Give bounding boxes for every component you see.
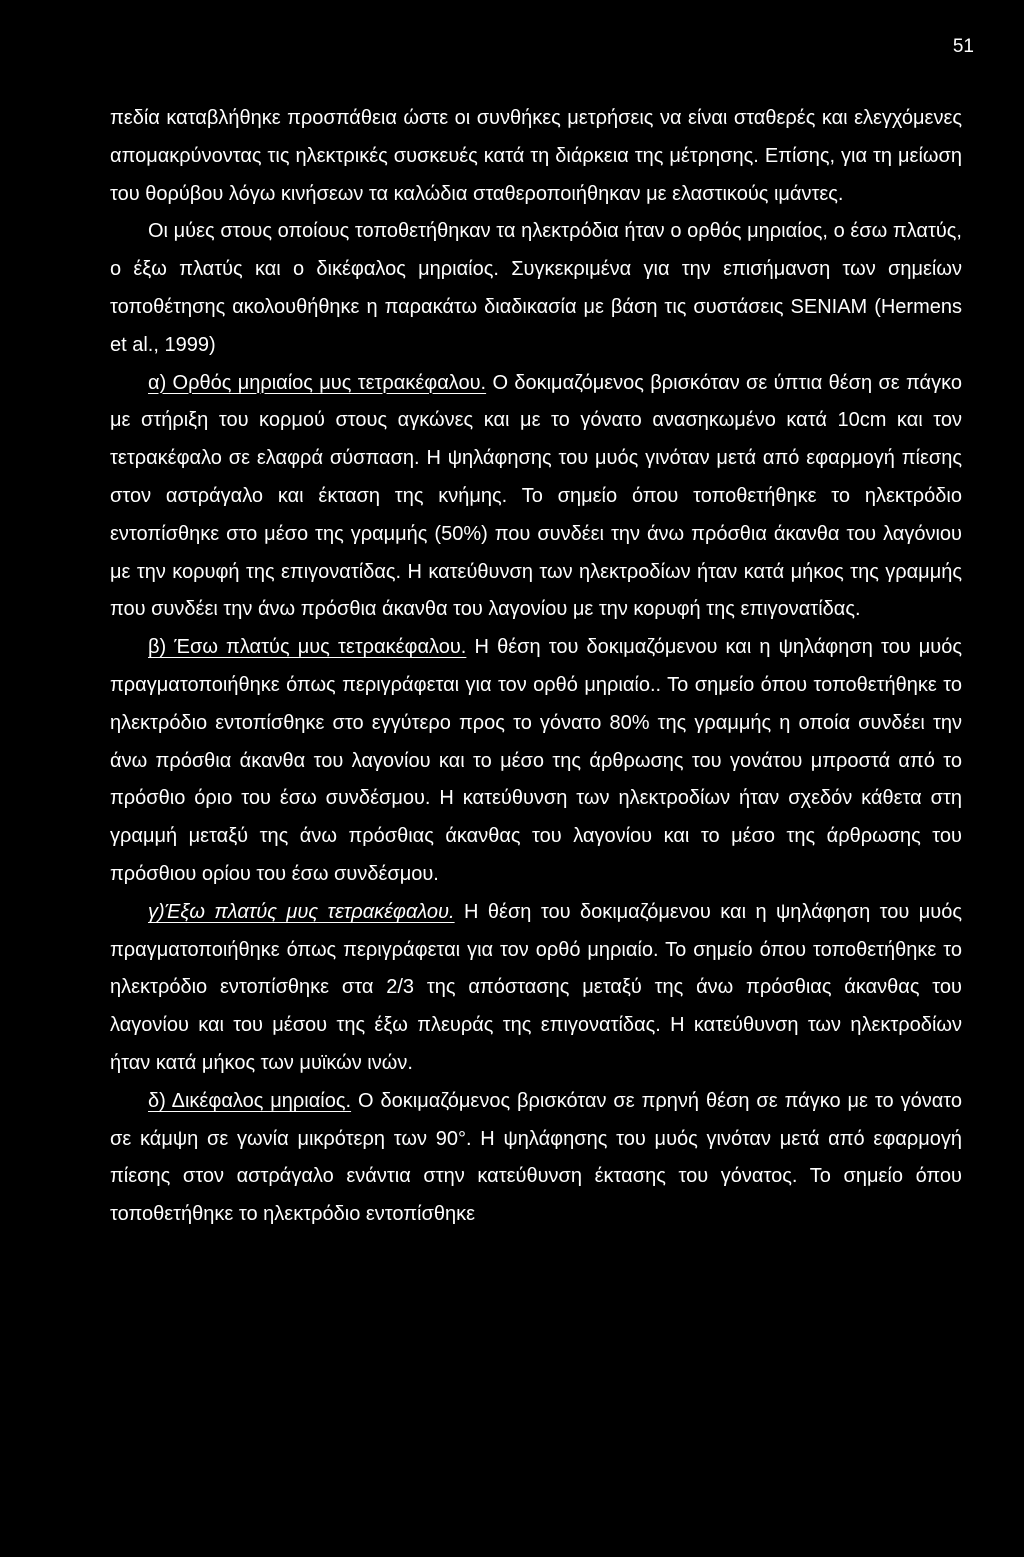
paragraph-muscles: Οι μύες στους οποίους τοποθετήθηκαν τα ηλεκτρόδια ήταν ο ορθός μηριαίος, ο έσω πλατύς, ο έξω πλατύς και ο δικέφαλος μηριαίος. Συγκεκριμένα για την επισήμανση των σημείων τοποθέτησης ακολουθήθηκε η παρακάτω διαδικασία με βάση τις συστάσεις SENIAM (Hermens et al., 1999) [110, 220, 962, 356]
item-title-vastus-lateralis: γ)Έξω πλατύς μυς τετρακέφαλου. [148, 900, 455, 923]
item-biceps-femoris [110, 1083, 962, 1234]
item-title-rectus-femoris: α) Ορθός μηριαίος μυς τετρακέφαλου. [148, 371, 487, 394]
item-text-rectus-femoris: Ο δοκιμαζόμενος βρισκόταν σε ύπτια θέση σε πάγκο με στήριξη του κορμού στους αγκώνες και με το γόνατο ανασηκωμένο κατά 10cm και τον τετρακέφαλο σε ελαφρά σύσπαση. Η ψηλάφησης του μυός γινόταν μετά από εφαρμογή πίεσης στον αστράγαλο και έκταση της κνήμης. Το σημείο όπου τοποθετήθηκε το ηλεκτρόδιο εντοπίσθηκε στο μέσο της γραμμής (50%) που συνδέει την άνω πρόσθια άκανθα του λαγόνιου με την κορυφή της επιγονατίδας. Η κατεύθυνση των ηλεκτροδίων ήταν κατά μήκος της γραμμής που συνδέει την άνω πρόσθια άκανθα του λαγονίου με την κορυφή της επιγονατίδας. [110, 371, 962, 621]
paragraph-conditions: πεδία καταβλήθηκε προσπάθεια ώστε οι συνθήκες μετρήσεις να είναι σταθερές και ελεγχόμενες απομακρύνοντας τις ηλεκτρικές συσκευές κατά τη διάρκεια της μέτρησης. Επίσης, για τη μείωση του θορύβου λόγω κινήσεων τα καλώδια σταθεροποιήθηκαν με ελαστικούς ιμάντες. [110, 107, 962, 205]
item-text-vastus-medialis: Η θέση του δοκιμαζόμενου και η ψηλάφηση του μυός πραγματοποιήθηκε όπως περιγράφεται για τον ορθό μηριαίο.. Το σημείο όπου τοποθετήθηκε το ηλεκτρόδιο εντοπίσθηκε στο εγγύτερο προς το γόνατο 80% της γραμμής η οποία συνδέει την άνω πρόσθια άκανθα του λαγονίου και το μέσο της άρθρωσης του γονάτου μπροστά από το πρόσθιο όριο του έσω συνδέσμου. Η κατεύθυνση των ηλεκτροδίων ήταν σχεδόν κάθετα στη γραμμή μεταξύ της άνω πρόσθιας άκανθας του λαγονίου και το μέσο της άρθρωσης του πρόσθιου ορίου του έσω συνδέσμου. [110, 636, 963, 885]
item-rectus-femoris [110, 365, 962, 630]
item-text-vastus-lateralis: Η θέση του δοκιμαζόμενου και η ψηλάφηση του μυός πραγματοποιήθηκε όπως περιγράφεται για τον ορθό μηριαίο. Το σημείο όπου τοποθετήθηκε το ηλεκτρόδιο εντοπίσθηκε στα 2/3 της απόστασης μεταξύ της άνω πρόσθιας άκανθας του λαγονίου και του μέσου της έξω πλευράς της επιγονατίδας. Η κατεύθυνση των ηλεκτροδίων ήταν κατά μήκος των μυϊκών ινών. [110, 900, 963, 1074]
item-title-biceps-femoris: δ) Δικέφαλος μηριαίος. [148, 1089, 352, 1112]
item-vastus-medialis [110, 629, 962, 894]
page-number: 51 [952, 36, 974, 57]
item-title-vastus-medialis: β) Έσω πλατύς μυς τετρακέφαλου. [148, 636, 467, 659]
item-vastus-lateralis [110, 894, 962, 1083]
body-text [110, 100, 962, 1234]
item-text-biceps-femoris: Ο δοκιμαζόμενος βρισκόταν σε πρηνή θέση σε πάγκο με το γόνατο σε κάμψη σε γωνία μικρότερη των 90°. Η ψηλάφησης του μυός γινόταν μετά από εφαρμογή πίεσης στον αστράγαλο ενάντια στην κατεύθυνση έκτασης του γόνατος. Το σημείο όπου τοποθετήθηκε το ηλεκτρόδιο εντοπίσθηκε [110, 1089, 962, 1226]
